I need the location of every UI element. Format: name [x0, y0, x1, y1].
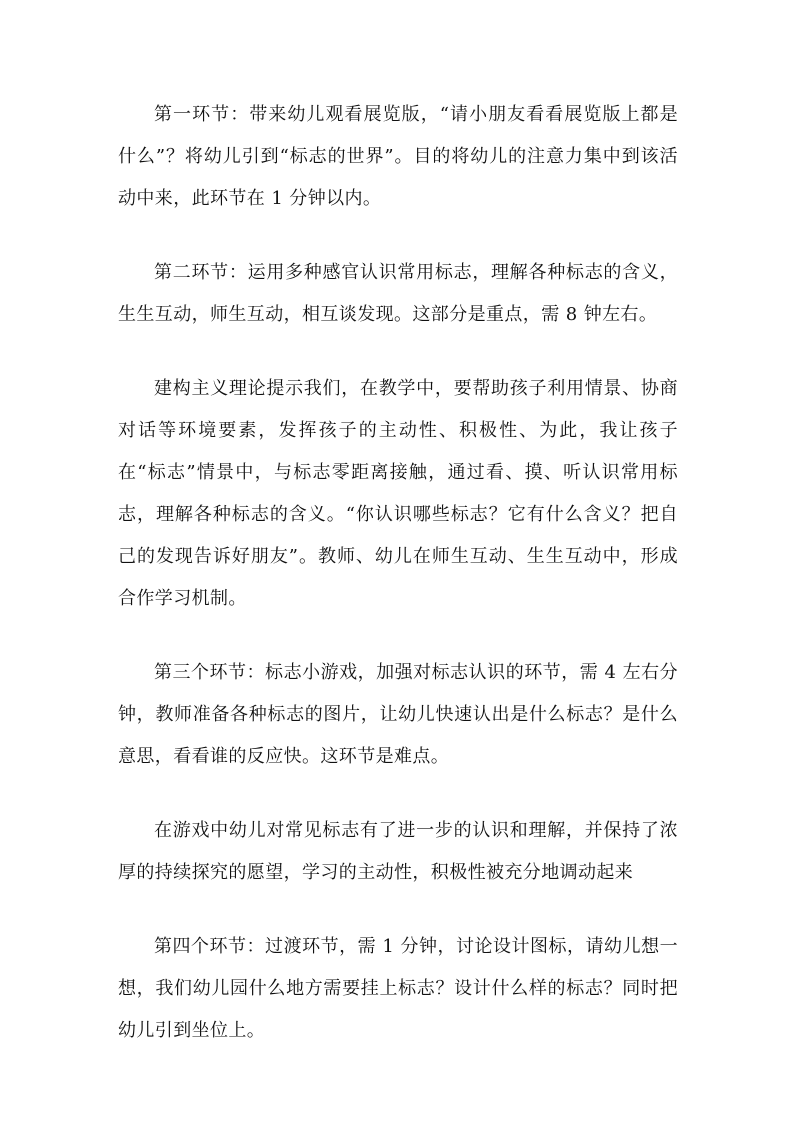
- paragraph-6: 第四个环节：过渡环节，需 1 分钟，讨论设计图标，请幼儿想一想，我们幼儿园什么地方需要挂上标志？设计什么样的标志？同时把幼儿引到坐位上。: [118, 936, 678, 1041]
- document-body: [118, 94, 678, 1052]
- paragraph-5: 在游戏中幼儿对常见标志有了进一步的认识和理解，并保持了浓厚的持续探究的愿望，学习的主动性，积极性被充分地调动起来: [118, 820, 678, 883]
- paragraph-2: 第二环节：运用多种感官认识常用标志，理解各种标志的含义，生生互动，师生互动，相互谈发现。这部分是重点，需 8 钟左右。: [118, 262, 678, 325]
- paragraph-3: 建构主义理论提示我们，在教学中，要帮助孩子利用情景、协商对话等环境要素，发挥孩子的主动性、积极性、为此，我让孩子在“标志”情景中，与标志零距离接触，通过看、摸、听认识常用标志，理解各种标志的含义。“你认识哪些标志？它有什么含义？把自己的发现告诉好朋友”。教师、幼儿在师生互动、生生互动中，形成合作学习机制。: [118, 378, 678, 609]
- paragraph-1: 第一环节：带来幼儿观看展览版，“请小朋友看看展览版上都是什么”？将幼儿引到“标志的世界”。目的将幼儿的注意力集中到该活动中来，此环节在 1 分钟以内。: [118, 104, 678, 209]
- paragraph-4: 第三个环节：标志小游戏，加强对标志认识的环节，需 4 左右分钟，教师准备各种标志的图片，让幼儿快速认出是什么标志？是什么意思，看看谁的反应快。这环节是难点。: [118, 662, 678, 767]
